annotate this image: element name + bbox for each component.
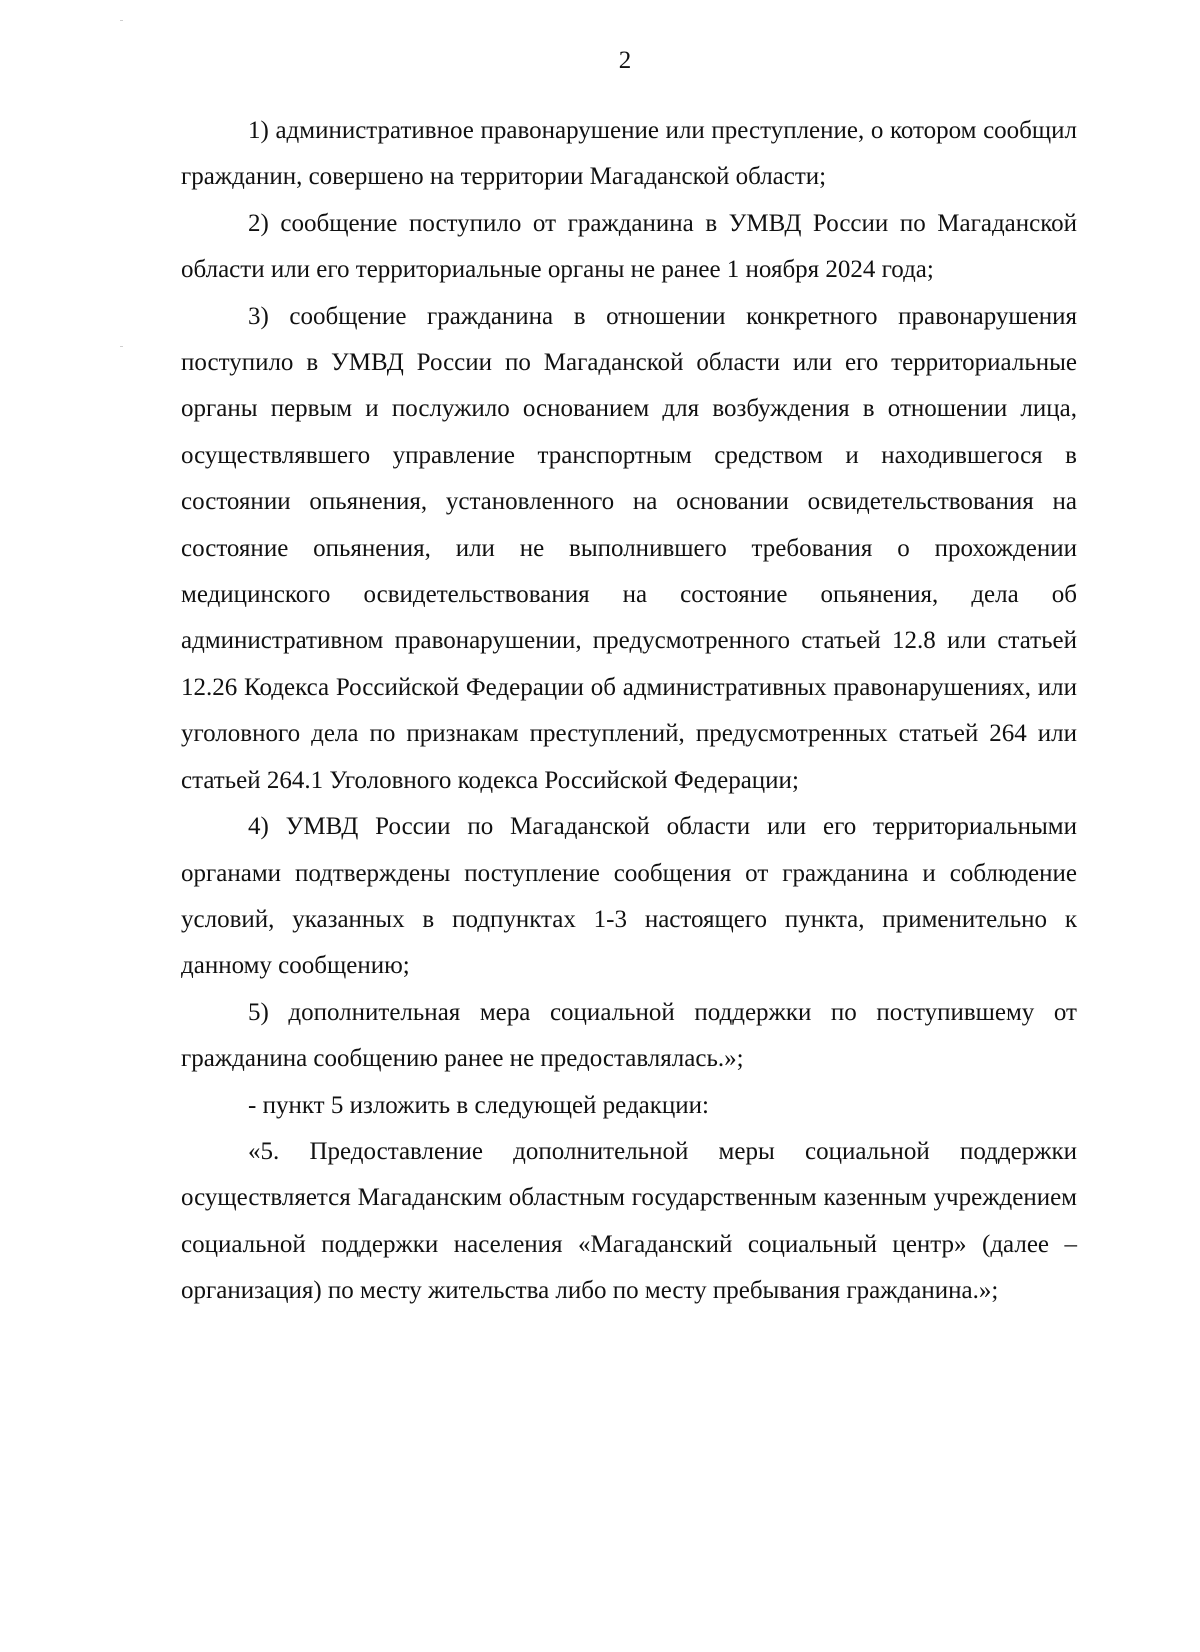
paragraph-subitem-5: 5) дополнительная мера социальной поддержки по поступившему от гражданина сообщению ранее не предоставлялась.»; bbox=[181, 998, 1077, 1073]
scan-artifact bbox=[120, 346, 123, 347]
paragraph-amendment-instruction: - пункт 5 изложить в следующей редакции: bbox=[248, 1091, 709, 1119]
paragraph-point-5-text: «5. Предоставление дополнительной меры социальной поддержки осуществляется Магаданским областным государственным казенным учреждением социальной поддержки населения «Магаданский социальный центр» (далее – организация) по месту жительства либо по месту пребывания гражданина.»; bbox=[181, 1137, 1077, 1305]
scan-artifact bbox=[120, 20, 123, 21]
paragraph-subitem-4: 4) УМВД России по Магаданской области или его территориальными органами подтверждены поступление сообщения от гражданина и соблюдение условий, указанных в подпунктах 1-3 настоящего пункта, применительно к данному сообщению; bbox=[181, 813, 1077, 980]
document-body bbox=[181, 108, 1077, 1315]
paragraph-subitem-2: 2) сообщение поступило от гражданина в УМВД России по Магаданской области или его территориальные органы не ранее 1 ноября 2024 года; bbox=[181, 209, 1077, 284]
paragraph-subitem-1: 1) административное правонарушение или преступление, о котором сообщил гражданин, совершено на территории Магаданской области; bbox=[181, 117, 1077, 191]
paragraph-subitem-3: 3) сообщение гражданина в отношении конкретного правонарушения поступило в УМВД России по Магаданской области или его территориальные органы первым и послужило основанием для возбуждения в отношении лица, осуществлявшего управление транспортным средством и находившегося в состоянии опьянения, установленного на основании освидетельствования на состояние опьянения, или не выполнившего требования о прохождении медицинского освидетельствования на состояние опьянения, дела об административном правонарушении, предусмотренного статьей 12.8 или статьей 12.26 Кодекса Российской Федерации об административных правонарушениях, или уголовного дела по признакам преступлений, предусмотренных статьей 264 или статьей 264.1 Уголовного кодекса Российской Федерации; bbox=[181, 302, 1077, 794]
page-number: 2 bbox=[618, 47, 632, 74]
